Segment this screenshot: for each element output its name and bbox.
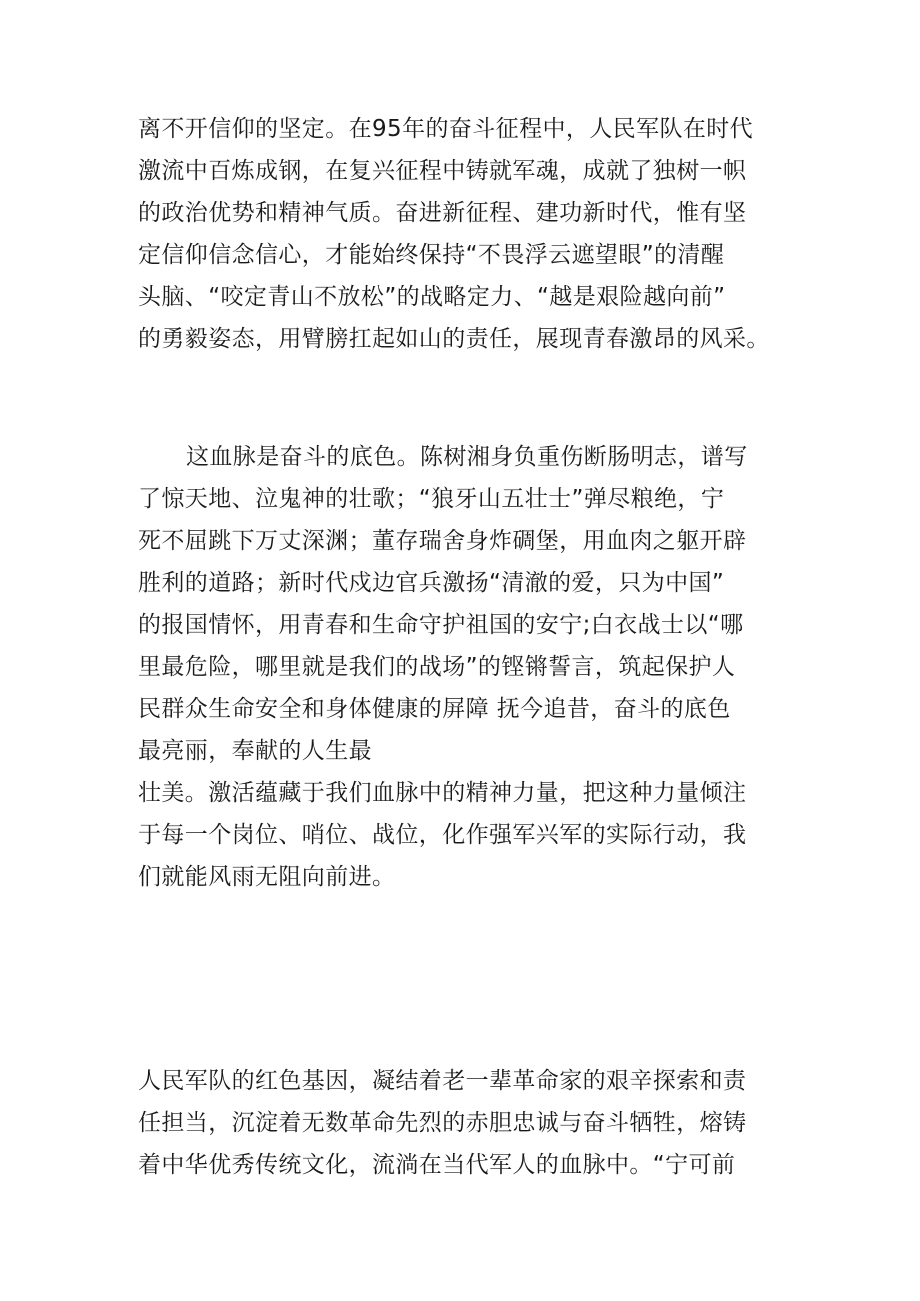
text-line: 最亮丽，奉献的人生最: [138, 738, 372, 764]
paragraph-faith: [138, 108, 798, 360]
text-line: 们就能风雨无阻向前进。: [138, 864, 396, 890]
text-line: 这血脉是奋斗的底色。陈树湘身负重伤断肠明志，谱写: [186, 444, 748, 470]
text-line: 民群众生命安全和身体健康的屏障 抚今追昔，奋斗的底色: [138, 696, 731, 722]
text-line: 死不屈跳下万丈深渊；董存瑞舍身炸碉堡，用血肉之躯开辟: [138, 528, 747, 554]
text-line: 的勇毅姿态，用臂膀扛起如山的责任，展现青春激昂的风采。: [138, 326, 770, 352]
text-line: 任担当，沉淀着无数革命先烈的赤胆忠诚与奋斗牺牲，熔铸: [138, 1110, 747, 1136]
text-line: 离不开信仰的坚定。在95年的奋斗征程中，人民军队在时代: [138, 116, 754, 142]
paragraph-bloodline: [138, 436, 798, 898]
text-line: 于每一个岗位、哨位、战位，化作强军兴军的实际行动，我: [138, 822, 747, 848]
paragraph-red-gene: [138, 1060, 798, 1186]
text-line: 胜利的道路；新时代戍边官兵激扬“清澈的爱，只为中国”: [138, 570, 725, 596]
text-line: 头脑、“咬定青山不放松”的战略定力、“越是艰险越向前”: [138, 284, 726, 310]
text-line: 的报国情怀，用青春和生命守护祖国的安宁;白衣战士以“哪: [138, 612, 744, 638]
text-line: 了惊天地、泣鬼神的壮歌；“狼牙山五壮士”弹尽粮绝，宁: [138, 486, 725, 512]
text-line: 里最危险，哪里就是我们的战场”的铿锵誓言，筑起保护人: [138, 654, 736, 680]
text-line: 人民军队的红色基因，凝结着老一辈革命家的艰辛探索和责: [138, 1068, 747, 1094]
text-line: 壮美。激活蕴藏于我们血脉中的精神力量，把这种力量倾注: [138, 780, 747, 806]
text-line: 激流中百炼成钢，在复兴征程中铸就军魂，成就了独树一帜: [138, 158, 747, 184]
text-line: 定信仰信念信心，才能始终保持“不畏浮云遮望眼”的清醒: [138, 242, 725, 268]
text-line: 的政治优势和精神气质。奋进新征程、建功新时代，惟有坚: [138, 200, 747, 226]
text-line: 着中华优秀传统文化，流淌在当代军人的血脉中。“宁可前: [138, 1152, 736, 1178]
